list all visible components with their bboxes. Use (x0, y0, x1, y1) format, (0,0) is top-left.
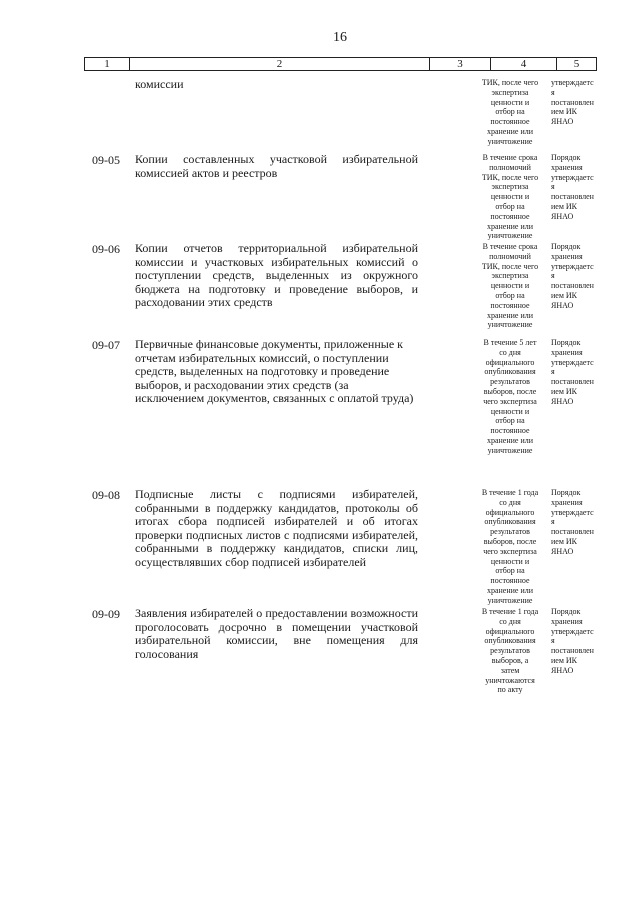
row-code: 09-05 (92, 153, 120, 167)
row-code: 09-09 (92, 607, 120, 621)
page-number: 16 (333, 30, 347, 45)
header-col-5: 5 (556, 58, 596, 70)
row-title: Копии составленных участковой избирательной комиссией актов и реестров (135, 152, 418, 180)
row-storage-term: В течение срока полномочий ТИК, после чего экспертиза ценности и отбор на постоянное хранение или уничтожение (481, 153, 539, 241)
header-col-4: 4 (490, 58, 556, 70)
row-note: утверждаетс я постановлен ием ИК ЯНАО (551, 78, 594, 127)
row-title: Первичные финансовые документы, приложенные к отчетам избирательных комиссий, о поступлении средств, выделенных на подготовку и проведение выборов, и расходовании этих средств (за исключением документов, связанных с оплатой труда) (135, 337, 414, 405)
row-note: Порядок хранения утверждаетс я постановлен ием ИК ЯНАО (551, 488, 594, 556)
row-note: Порядок хранения утверждаетс я постановлен ием ИК ЯНАО (551, 607, 594, 675)
row-title: Подписные листы с подписями избирателей, собранными в поддержку кандидатов, протоколы об итогах сбора подписей избирателей и об итогах проверки подписных листов с подписями избирателей, собранными в поддержку кандидатов, списки лиц, осуществлявших сбор подписей избирателей (135, 487, 418, 569)
row-note: Порядок хранения утверждаетс я постановлен ием ИК ЯНАО (551, 153, 594, 221)
header-col-2: 2 (129, 58, 429, 70)
row-code: 09-08 (92, 488, 120, 502)
row-note: Порядок хранения утверждаетс я постановлен ием ИК ЯНАО (551, 338, 594, 406)
row-code: 09-06 (92, 242, 120, 256)
row-storage-term: В течение 1 года со дня официального опубликования результатов выборов, а затем уничтожаются по акту (481, 607, 539, 695)
row-title: Копии отчетов территориальной избирательной комиссии и участковых избирательных комиссий о поступлении средств, выделенных из окружного бюджета на подготовку и проведение выборов, и расходовании этих средств (135, 241, 418, 309)
row-storage-term: ТИК, после чего экспертиза ценности и отбор на постоянное хранение или уничтожение (481, 78, 539, 146)
row-storage-term: В течение срока полномочий ТИК, после чего экспертиза ценности и отбор на постоянное хранение или уничтожение (481, 242, 539, 330)
header-col-1: 1 (104, 58, 110, 70)
header-col-3: 3 (429, 58, 490, 70)
row-title: комиссии (135, 77, 184, 91)
row-code: 09-07 (92, 338, 120, 352)
row-title: Заявления избирателей о предоставлении возможности проголосовать досрочно в помещении участковой избирательной комиссии, вне помещения для голосования (135, 606, 418, 661)
table-header (84, 57, 597, 71)
row-storage-term: В течение 1 года со дня официального опубликования результатов выборов, после чего экспертиза ценности и отбор на постоянное хранение или уничтожение (481, 488, 539, 605)
row-storage-term: В течение 5 лет со дня официального опубликования результатов выборов, после чего экспертиза ценности и отбор на постоянное хранение или уничтожение (483, 338, 537, 455)
row-note: Порядок хранения утверждаетс я постановлен ием ИК ЯНАО (551, 242, 594, 310)
